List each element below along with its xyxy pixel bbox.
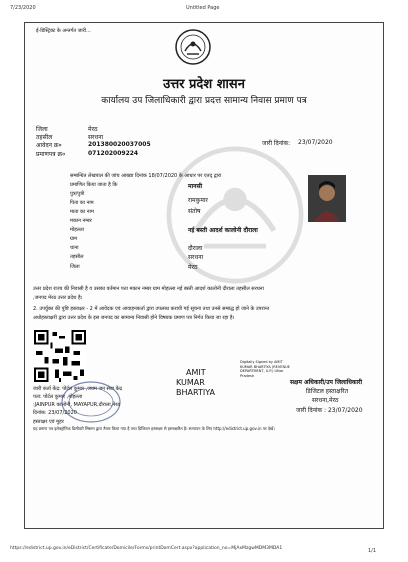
issuer-centre: जारी कर्ता केंद्र: पोर्टल कुमार ,जयम जन सेवा केंद्र bbox=[33, 386, 123, 392]
field-value: रामकुमार bbox=[188, 197, 208, 204]
field-value: सरधना bbox=[188, 254, 204, 261]
residence-paragraph: उत्तर प्रदेश राज्य की निवासी है व उसका वर्तमान पता मकान नम्बर ग्राम मोहल्ला नई बस्ती आदर्श कालोनी दौराला तहसील सरधना bbox=[33, 286, 264, 292]
meta-value-certificate: 071202009224 bbox=[88, 150, 139, 157]
stamp-seal-icon bbox=[60, 380, 122, 424]
issue-date: 23/07/2020 bbox=[298, 139, 333, 146]
field-label: मकान नम्बर bbox=[70, 218, 92, 224]
meta-label-tehsil: तहसील bbox=[36, 134, 53, 141]
digital-signature-note: Digitally Signed by AMIT KUMAR BHARTIYA (REVENUE DEPARTMENT, U.P.) Uttar Pradesh bbox=[240, 360, 290, 378]
watermark-emblem-icon bbox=[165, 145, 305, 285]
applicant-photo bbox=[308, 175, 346, 222]
authority-title: सक्षम अधिकारी/उप जिलाधिकारी bbox=[290, 379, 363, 386]
field-label: पिता का नाम bbox=[70, 200, 94, 206]
state-title: उत्तर प्रदेश शासन bbox=[163, 77, 245, 92]
signer-name-line1: AMIT bbox=[186, 368, 206, 377]
meta-value-tehsil: सरधना bbox=[88, 134, 104, 141]
field-label: पुत्र/पुत्री bbox=[70, 191, 85, 197]
authority-signed: डिजिटल हस्ताक्षरित bbox=[306, 388, 348, 395]
print-page-number: 1/1 bbox=[368, 548, 377, 554]
intro-line: सम्बन्धित लेखपाल की जांच आख्या दिनांक 18/07/2020 के आधार पर एतद् द्वारा bbox=[70, 173, 222, 179]
confirmation-paragraph: 2. उपर्युक्त की पुष्टि हस्ताक्षर - 2 में आवेदक एवं आवाहनकर्ता द्वारा उपलब्ध करायी गई सूचना तथा उनसे सम्बद्ध हो जाने के उपरान्त bbox=[33, 306, 270, 312]
meta-label-certificate: प्रमाणपत्र क्र० bbox=[36, 151, 66, 158]
field-value: मानसी bbox=[188, 183, 203, 190]
top-note: ई-डिस्ट्रिक्ट के अन्तर्गत जारी... bbox=[36, 28, 91, 34]
print-date: 7/23/2020 bbox=[10, 5, 36, 11]
print-title: Untitled Page bbox=[186, 5, 220, 11]
field-label: जिला bbox=[70, 264, 80, 270]
person-photo-icon bbox=[308, 175, 346, 222]
issuer-sign-note: हस्ताक्षर एवं मुहर bbox=[33, 419, 64, 425]
meta-label-district: जिला bbox=[36, 126, 48, 133]
meta-value-application: 201380020037005 bbox=[88, 141, 151, 148]
authority-issue-date: जारी दिनांक : 23/07/2020 bbox=[296, 407, 363, 414]
residence-paragraph-cont: ,जनपद मेरठ उत्तर प्रदेश है। bbox=[33, 295, 83, 301]
field-value: संतोष bbox=[188, 208, 201, 215]
meta-label-application: आवेदन क्र० bbox=[36, 142, 62, 149]
field-label: माता का नाम bbox=[70, 209, 94, 215]
field-label: थाना bbox=[70, 245, 79, 251]
field-value: दौराला bbox=[188, 245, 203, 252]
signer-name-line3: BHARTIYA bbox=[176, 388, 215, 397]
field-label: ग्राम bbox=[70, 236, 78, 242]
footer-note: यह प्रमाण पत्र इलेक्ट्रॉनिक डिलीवरी सिस्टम द्वारा तैयार किया गया है तथा डिजिटल हस्ताक्षर से हस्ताक्षरित है। सत्यापन के लिए http://edistrict.up.gov.in पर देखें। bbox=[33, 426, 275, 431]
field-value: नई बस्ती आदर्श कालोनी दौराला bbox=[188, 227, 258, 234]
print-url: https://edistrict.up.gov.in/eDistrict/Certificate/Domicile/Forms/printDomCert.aspx?application_no=MjAxMzgwMDM3MDA1 bbox=[10, 546, 283, 551]
office-title: कार्यालय उप जिलाधिकारी द्वारा प्रदत्त सामान्य निवास प्रमाण पत्र bbox=[101, 96, 307, 106]
confirmation-paragraph-cont: अधोहस्ताक्षरी द्वारा उत्तर प्रदेश के इस जनपद का सामान्य निवासी होने विषयक प्रमाण पत्र निर्गत किया जा रहा है। bbox=[33, 315, 235, 321]
signer-name-line2: KUMAR bbox=[176, 378, 205, 387]
authority-location: सरधना,मेरठ bbox=[312, 397, 339, 404]
issuer-address-2: :JAINPUR कालोनी, MAYAPUR,दौराला,मेरठ bbox=[33, 402, 121, 408]
issuer-address: पता: पोर्टल कुमार ,मोहल्ला bbox=[33, 394, 83, 400]
field-label: मोहल्ला bbox=[70, 227, 84, 233]
issuer-date: दिनांक: 23/07/2020 bbox=[33, 410, 77, 416]
qr-code-icon bbox=[34, 330, 86, 382]
field-label: तहसील bbox=[70, 254, 84, 260]
meta-value-district: मेरठ bbox=[88, 126, 98, 133]
field-value: मेरठ bbox=[188, 264, 198, 271]
up-emblem-icon bbox=[175, 29, 211, 65]
intro-line-2: प्रमाणित किया जाता है कि bbox=[70, 182, 118, 188]
issue-date-label: जारी दिनांक: bbox=[262, 140, 291, 147]
